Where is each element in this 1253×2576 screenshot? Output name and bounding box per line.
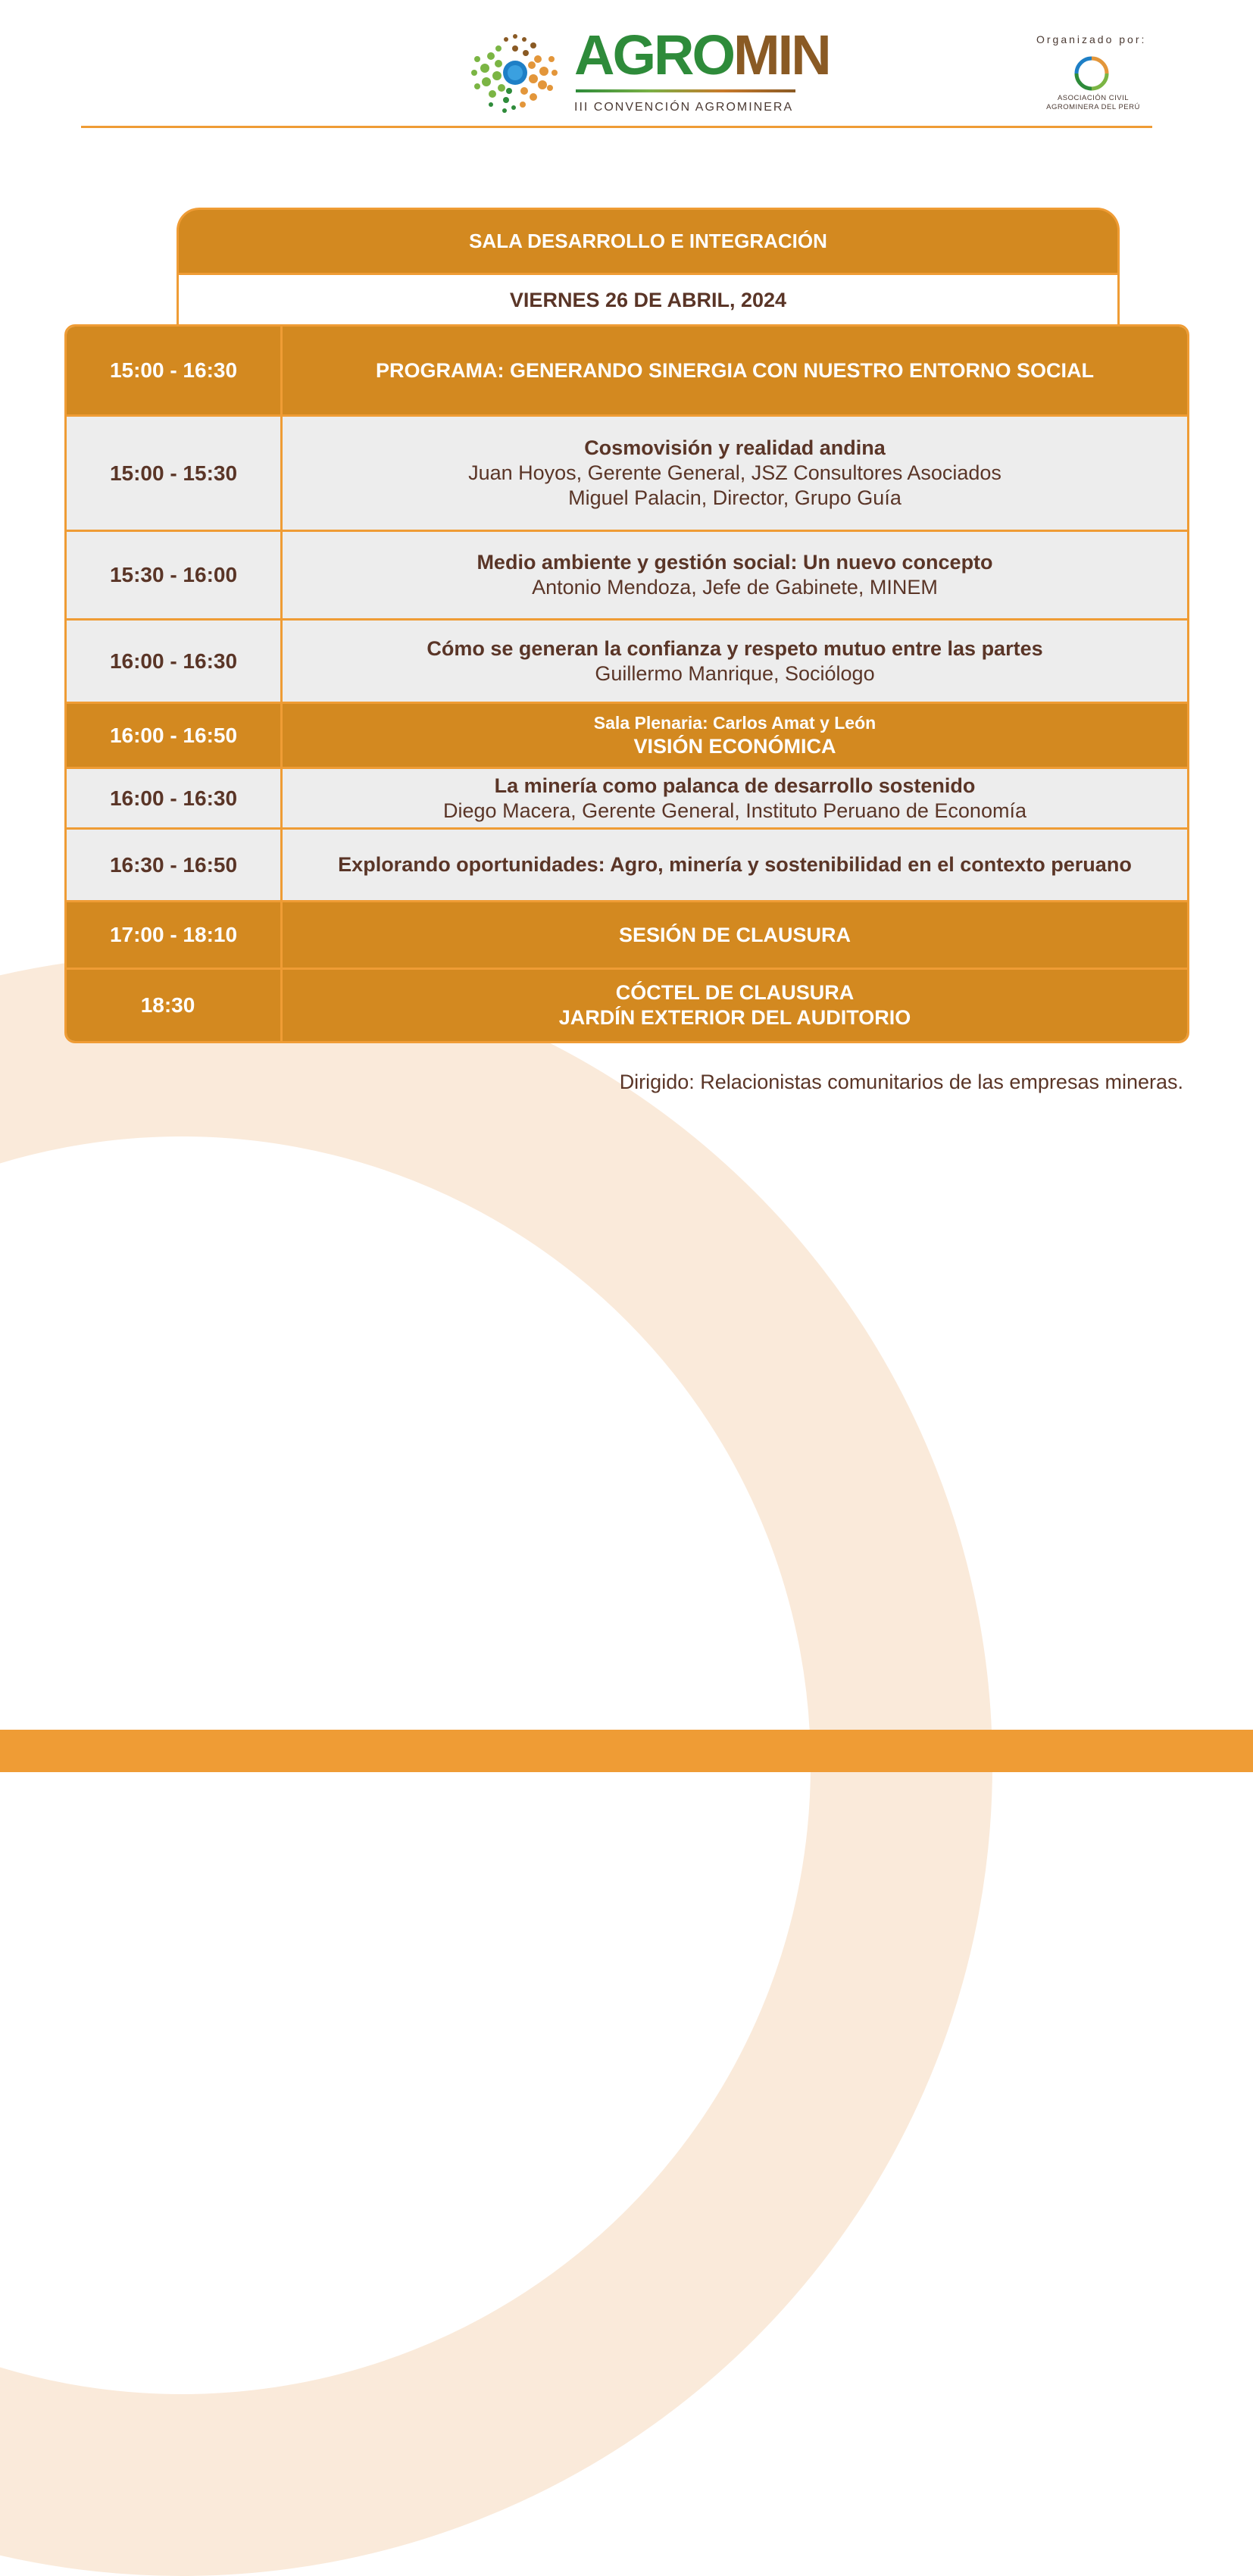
logo-underline	[576, 89, 795, 92]
row-time: 18:30	[67, 970, 283, 1041]
row-content	[283, 327, 1187, 414]
session-title: Cosmovisión y realidad andina	[584, 436, 886, 459]
schedule-row-session	[67, 618, 1187, 702]
session-title: Explorando oportunidades: Agro, minería y sostenibilidad en el contexto peruano	[338, 853, 1132, 876]
row-content	[283, 704, 1187, 767]
row-title: SESIÓN DE CLAUSURA	[618, 923, 851, 946]
session-speaker: Guillermo Manrique, Sociólogo	[595, 661, 875, 685]
logo-text-min: MIN	[733, 23, 830, 86]
schedule-row-session	[67, 767, 1187, 827]
logo-text-agro: AGRO	[574, 23, 733, 86]
audience-note: Dirigido: Relacionistas comunitarios de las empresas mineras.	[619, 1071, 1183, 1093]
organizer-name-line1: ASOCIACIÓN CIVIL	[1057, 94, 1130, 102]
agromin-logo-text	[574, 23, 830, 86]
event-date: VIERNES 26 DE ABRIL, 2024	[177, 273, 1120, 326]
row-title: PROGRAMA: GENERANDO SINERGIA CON NUESTRO ENTORNO SOCIAL	[375, 358, 1095, 382]
row-content	[283, 532, 1187, 618]
row-time: 16:30 - 16:50	[67, 830, 283, 900]
organizer-name	[1030, 94, 1156, 112]
row-content	[283, 830, 1187, 900]
schedule-row-closing-cocktail	[67, 968, 1187, 1041]
row-time: 16:00 - 16:30	[67, 621, 283, 702]
schedule-row-plenary-header	[67, 702, 1187, 767]
row-time: 16:00 - 16:50	[67, 704, 283, 767]
row-subtitle: Sala Plenaria: Carlos Amat y León	[593, 712, 876, 733]
row-content	[283, 902, 1187, 968]
logo-subtitle: III CONVENCIÓN AGROMINERA	[574, 101, 794, 114]
row-title: VISIÓN ECONÓMICA	[633, 734, 836, 758]
agromin-logo-icon	[468, 26, 562, 120]
organizer-name-line2: AGROMINERA DEL PERÚ	[1046, 103, 1140, 111]
page-header	[0, 0, 1253, 129]
session-title: Medio ambiente y gestión social: Un nuevo concepto	[477, 551, 993, 574]
row-time: 15:00 - 16:30	[67, 327, 283, 414]
footer-band	[0, 1730, 1253, 1772]
session-speaker: Diego Macera, Gerente General, Instituto Peruano de Economía	[443, 799, 1026, 822]
row-content	[283, 769, 1187, 827]
header-divider	[81, 126, 1152, 128]
row-time: 17:00 - 18:10	[67, 902, 283, 968]
schedule-row-session	[67, 827, 1187, 900]
row-title: CÓCTEL DE CLAUSURA	[615, 981, 855, 1004]
row-title-line2: JARDÍN EXTERIOR DEL AUDITORIO	[558, 1006, 911, 1029]
schedule-row-closing-session	[67, 900, 1187, 968]
row-content	[283, 621, 1187, 702]
session-speaker: Antonio Mendoza, Jefe de Gabinete, MINEM	[532, 576, 938, 599]
schedule-row-session	[67, 414, 1187, 530]
session-title: La minería como palanca de desarrollo sostenido	[494, 774, 976, 797]
organizer-label: Organizado por:	[1036, 33, 1147, 45]
session-speaker: Miguel Palacin, Director, Grupo Guía	[568, 486, 901, 509]
schedule-table	[64, 324, 1189, 1043]
row-time: 15:00 - 15:30	[67, 417, 283, 530]
row-content	[283, 417, 1187, 530]
row-time: 15:30 - 16:00	[67, 532, 283, 618]
organizer-logo-icon	[1073, 55, 1111, 92]
session-speaker: Juan Hoyos, Gerente General, JSZ Consultores Asociados	[468, 461, 1001, 484]
row-time: 16:00 - 16:30	[67, 769, 283, 827]
schedule-row-program-header	[67, 327, 1187, 414]
session-title: Cómo se generan la confianza y respeto mutuo entre las partes	[427, 636, 1043, 660]
room-title: SALA DESARROLLO E INTEGRACIÓN	[177, 208, 1120, 273]
schedule-row-session	[67, 530, 1187, 618]
row-content	[283, 970, 1187, 1041]
